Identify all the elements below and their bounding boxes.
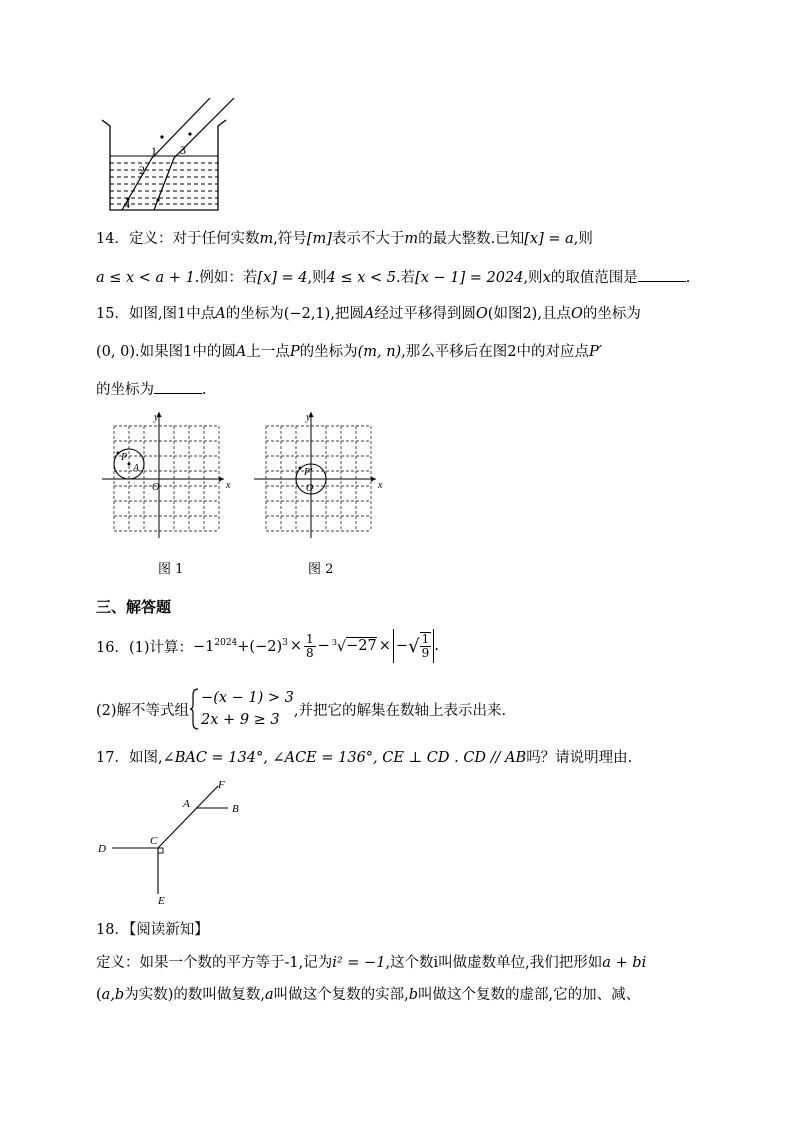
- q15-line3: 的坐标为 .: [96, 379, 207, 400]
- q14-line2: a ≤ x < a + 1.例如：若[x] = 4,则4 ≤ x < 5.若[x − 1] = 2024,则x的取值范围是 .: [96, 267, 690, 288]
- angle-label-2: 2: [139, 163, 145, 177]
- origin-label: O: [152, 482, 160, 493]
- right-angle-mark: [158, 848, 163, 853]
- q17-figure: [92, 776, 252, 906]
- answer-blank[interactable]: [154, 379, 202, 394]
- point-A-label: A: [133, 463, 140, 474]
- question-number: 16．: [96, 639, 129, 656]
- angle-label-3: 3: [180, 143, 186, 157]
- label-C: C: [150, 835, 158, 847]
- q17-text: 17．如图,∠BAC = 134°, ∠ACE = 136°, CE ⊥ CD . CD // AB吗？请说明理由.: [96, 750, 633, 766]
- ray-dot: [160, 135, 163, 138]
- ray-dot: [188, 132, 191, 135]
- q16-part2: (2)解不等式组 −(x − 1) > 3 2x + 9 ≥ 3 ,并把它的解集在数轴上表示出来.: [96, 686, 506, 732]
- q16-expression-plain: −1²⁰²⁴ + (−2)³ × 1/8 − ∛(−27) × |−√(1/9)|.: [0, 1110, 22, 1111]
- y-label: y: [154, 412, 159, 423]
- point-P-label: P: [121, 452, 128, 463]
- question-number: 14．: [96, 231, 129, 247]
- label-E: E: [158, 895, 165, 906]
- q18-heading: 18．【阅读新知】: [96, 922, 209, 938]
- label-F: F: [218, 779, 225, 791]
- q18-line1: 定义：如果一个数的平方等于-1,记为i² = −1,这个数i叫做虚数单位,我们把形如a + bi: [96, 955, 647, 971]
- x-label: x: [378, 480, 383, 491]
- q18-line2: (a,b为实数)的数叫做复数,a叫做这个复数的实部,b叫做这个复数的虚部,它的加、减、: [96, 987, 641, 1003]
- label-A: A: [183, 798, 190, 810]
- beaker-outline: [102, 120, 226, 210]
- line-CF: [158, 786, 218, 848]
- point-P-prime-label: P′: [304, 467, 313, 478]
- figure-2-caption: 图 2: [308, 562, 334, 577]
- ray-dot: [156, 198, 159, 201]
- question-number: 15．: [96, 306, 129, 322]
- system-brace: [189, 687, 199, 731]
- angle-label-1: 1: [151, 144, 157, 158]
- y-label: y: [306, 412, 311, 423]
- q14-line1: 14．定义：对于任何实数m,符号[m]表示不大于m的最大整数.已知[x] = a,则: [96, 231, 593, 247]
- figure-1-caption: 图 1: [158, 562, 184, 577]
- light-ray-left: [122, 98, 210, 210]
- figure-1-grid: [98, 408, 238, 538]
- center-A: [128, 463, 131, 466]
- figure-2-grid: [250, 408, 390, 538]
- question-number: 18．: [96, 922, 129, 938]
- x-axis-arrow: [219, 477, 224, 482]
- x-label: x: [226, 480, 231, 491]
- point-P: [117, 452, 120, 455]
- q15-line2: (0, 0).如果图1中的圆A上一点P的坐标为(m, n),那么平移后在图2中的对应点P′: [96, 344, 603, 360]
- point-P-prime: [299, 467, 302, 470]
- label-B: B: [232, 803, 239, 815]
- origin-label: O: [306, 483, 314, 494]
- angle-label-4: 4: [124, 197, 130, 211]
- fraction-1-9: 1 9: [421, 632, 430, 660]
- beaker-refraction-figure: [96, 96, 246, 216]
- x-axis-arrow: [371, 477, 376, 482]
- q16-part1: 16． (1)计算： $-1^{2024}$ $+(-2)^3$ × $\frac{1}{8}$ − $^3$√−27 × − √ 1 9 .: [96, 628, 439, 664]
- fraction-1-8: $\frac{1}{8}$: [306, 631, 314, 660]
- label-D: D: [98, 843, 106, 855]
- inequality-system: −(x − 1) > 3 2x + 9 ≥ 3: [201, 690, 294, 728]
- cube-root: $^3$√−27: [331, 637, 377, 655]
- question-number: 17．: [96, 750, 129, 766]
- section-title: 三、解答题: [96, 598, 172, 616]
- answer-blank[interactable]: [638, 267, 686, 282]
- absolute-value: − √ 1 9: [393, 629, 434, 663]
- q15-line1: 15．如图,图1中点A的坐标为(−2,1),把圆A经过平移得到圆O(如图2),且点O的坐标为: [96, 306, 641, 322]
